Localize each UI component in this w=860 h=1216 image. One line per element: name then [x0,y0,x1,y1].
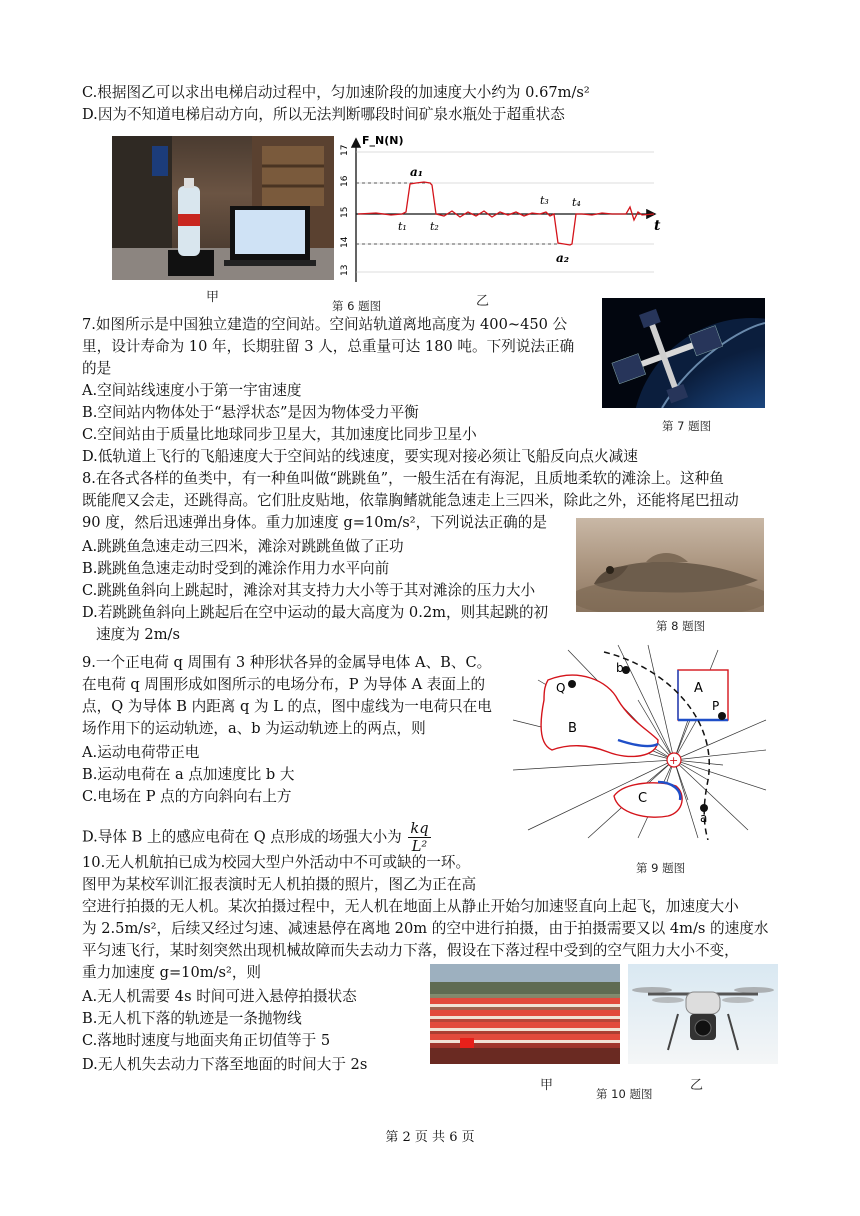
q10-option-c: C.落地时速度与地面夹角正切值等于 5 [82,1032,331,1049]
q7-stem-1: 7.如图所示是中国独立建造的空间站。空间站轨道离地高度为 400~450 公 [82,316,568,333]
q10-photo-drone [628,964,778,1064]
q8-photo-mudskipper [576,518,764,612]
q10-stem-5: 平匀速飞行，某时刻突然出现机械故障而失去动力下落，假设在下落过程中受到的空气阻力大小不变， [82,942,739,959]
q9-option-c: C.电场在 P 点的方向斜向右上方 [82,788,292,805]
svg-text:+: + [669,754,679,767]
q6-photo-illustration [112,136,334,280]
q6-label-a1: a₁ [410,165,424,179]
q10-fig-label-a: 甲 [540,1078,554,1093]
q6-label-t3: t₃ [540,194,549,207]
q6-ylabel: F_N(N) [362,134,404,147]
q9-option-d [82,820,431,855]
q6-label-t4: t₄ [572,196,581,209]
q8-stem-3: 90 度，然后迅速弹出身体。重力加速度 g=10m/s²，下列说法正确的是 [82,514,547,531]
q9-stem-3: 点，Q 为导体 B 内距离 q 为 L 的点，图中虚线为一电荷只在电 [82,698,492,715]
q10-stem-1: 10.无人机航拍已成为校园大型户外活动中不可或缺的一环。 [82,854,471,871]
q8-option-d-line2: 速度为 2m/s [96,626,180,643]
q10-stem-3: 空进行拍摄的无人机。某次拍摄过程中，无人机在地面上从静止开始匀加速竖直向上起飞，加速度大小 [82,898,739,915]
q9-fraction-denominator: L² [411,838,428,855]
page-footer: 第 2 页 共 6 页 [385,1130,475,1145]
q9-diagram-svg [508,640,768,840]
q6-force-graph-svg [336,132,672,284]
q8-option-a: A.跳跳鱼急速走动三四米，滩涂对跳跳鱼做了正功 [82,538,404,555]
q10-option-b: B.无人机下落的轨迹是一条抛物线 [82,1010,302,1027]
q9-option-b: B.运动电荷在 a 点加速度比 b 大 [82,766,295,783]
q9-option-a: A.运动电荷带正电 [82,744,200,761]
q6-fig-label-a: 甲 [206,290,220,305]
q6-fig-label-b: 乙 [476,294,490,309]
q6-option-d: D.因为不知道电梯启动方向，所以无法判断哪段时间矿泉水瓶处于超重状态 [82,106,565,123]
q8-option-c: C.跳跳鱼斜向上跳起时，滩涂对其支持力大小等于其对滩涂的压力大小 [82,582,536,599]
q9-option-d-text: D.导体 B 上的感应电荷在 Q 点形成的场强大小为 [82,828,402,846]
q6-label-t2: t₂ [430,220,439,233]
q6-label-t: t [654,218,661,234]
q7-photo-space-station [602,298,765,408]
q10-stem-2: 图甲为某校军训汇报表演时无人机拍摄的照片，图乙为正在高 [82,876,477,893]
q6-caption: 第 6 题图 [332,299,382,313]
q9-label-B: B [568,721,577,736]
q7-option-d: D.低轨道上飞行的飞船速度大于空间站的线速度，要实现对接必须让飞船反向点火减速 [82,448,638,465]
q6-tick-13: 13 [340,264,350,276]
q6-tick-15: 15 [340,206,350,218]
q9-stem-1: 9.一个正电荷 q 周围有 3 种形状各异的金属导电体 A、B、C。 [82,654,492,671]
q10-photo-military-parade [430,964,620,1064]
q10-photo-illustration [430,964,620,1064]
q9-label-b: b [616,661,624,675]
q10-caption: 第 10 题图 [596,1087,653,1101]
q8-option-b: B.跳跳鱼急速走动时受到的滩涂作用力水平向前 [82,560,390,577]
q10-stem-4: 为 2.5m/s²，后续又经过匀速、减速悬停在离地 20m 的空中进行拍摄，由于拍摄需要又以 4m/s 的速度水 [82,920,769,937]
q9-stem-2: 在电荷 q 周围形成如图所示的电场分布，P 为导体 A 表面上的 [82,676,486,693]
q9-label-Q: Q [556,681,566,695]
q8-option-d-line1: D.若跳跳鱼斜向上跳起后在空中运动的最大高度为 0.2m，则其起跳的初 [82,604,549,621]
q7-photo-illustration [602,298,765,408]
q7-stem-2: 里，设计寿命为 10 年，长期驻留 3 人，总重量可达 180 吨。下列说法正确 [82,338,575,355]
q8-stem-1: 8.在各式各样的鱼类中，有一种鱼叫做“跳跳鱼”，一般生活在有海泥，且质地柔软的滩涂上。这种鱼 [82,470,724,487]
q10-option-d: D.无人机失去动力下落至地面的时间大于 2s [82,1056,368,1073]
q8-photo-illustration [576,518,764,612]
q10-fig-label-b: 乙 [690,1078,704,1093]
q9-electric-field-diagram [508,640,768,840]
q10-stem-6: 重力加速度 g=10m/s²，则 [82,964,262,981]
q10-photo-illustration-drone [628,964,778,1064]
q6-force-graph [336,132,672,284]
q9-fraction [408,820,430,855]
q6-label-t1: t₁ [398,220,407,233]
q9-label-A: A [694,681,703,696]
q9-caption: 第 9 题图 [636,861,686,875]
q9-label-P: P [712,699,720,713]
q8-caption: 第 8 题图 [656,619,706,633]
q7-caption: 第 7 题图 [662,419,712,433]
q8-stem-2: 既能爬又会走，还跳得高。它们肚皮贴地，依靠胸鳍就能急速走上三四米，除此之外，还能将尾巴扭动 [82,492,739,509]
q6-label-a2: a₂ [556,251,570,265]
q9-fraction-numerator: kq [410,820,429,837]
q7-option-b: B.空间站内物体处于“悬浮状态”是因为物体受力平衡 [82,404,419,421]
q6-photo-elevator-bottle [112,136,334,280]
q7-option-a: A.空间站线速度小于第一宇宙速度 [82,382,302,399]
q6-tick-16: 16 [340,175,350,187]
q10-option-a: A.无人机需要 4s 时间可进入悬停拍摄状态 [82,988,357,1005]
q6-tick-14: 14 [340,236,350,248]
q9-stem-4: 场作用下的运动轨迹，a、b 为运动轨迹上的两点，则 [82,720,426,737]
q9-label-C: C [638,791,648,806]
q6-tick-17: 17 [340,144,350,156]
q6-option-c: C.根据图乙可以求出电梯启动过程中，匀加速阶段的加速度大小约为 0.67m/s² [82,84,590,101]
q9-label-a: a [700,811,708,825]
q7-option-c: C.空间站由于质量比地球同步卫星大，其加速度比同步卫星小 [82,426,477,443]
q7-stem-3: 的是 [82,360,112,377]
